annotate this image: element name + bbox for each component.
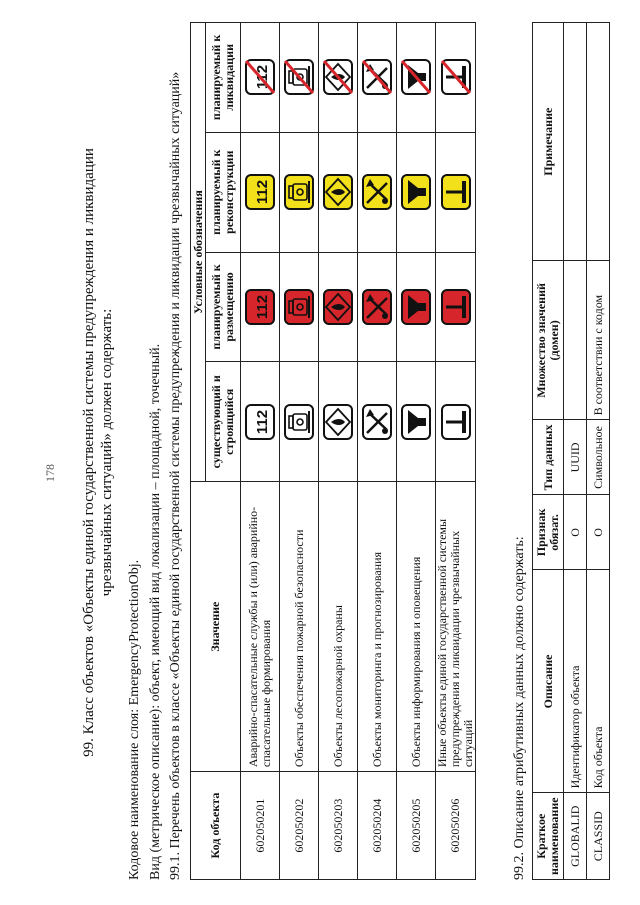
attribute-required: О: [587, 495, 610, 570]
monitoring-flag-icon: [361, 287, 393, 327]
object-code: 602050201: [241, 772, 280, 880]
svg-text:112: 112: [254, 65, 271, 90]
object-row: [280, 23, 319, 880]
monitoring-flag-icon: [361, 402, 393, 442]
monitoring-flag-icon: [361, 172, 393, 212]
object-value: Объекты обеспечения пожарной безопасности: [280, 482, 319, 772]
attribute-row: [564, 23, 587, 880]
symbol-reconstruction-cell: [358, 132, 397, 252]
symbol-liquidation-cell: [319, 23, 358, 133]
object-row: [241, 23, 280, 880]
attribute-domain: [564, 261, 587, 420]
object-code: 602050205: [397, 772, 436, 880]
header-planned-liquidation: планируемый к ликвидации: [206, 23, 241, 133]
fire-hydrant-icon: [283, 172, 315, 212]
object-value: Объекты мониторинга и прогнозирования: [358, 482, 397, 772]
title-line-2: чрезвычайных ситуаций» должен содержать:: [99, 308, 115, 597]
symbol-placement-cell: [241, 252, 280, 362]
number-112-icon: [244, 57, 276, 97]
forest-fire-icon: [322, 172, 354, 212]
symbol-placement-cell: [280, 252, 319, 362]
attr-header-required: Признак обязат.: [533, 495, 564, 570]
object-code: 602050203: [319, 772, 358, 880]
attribute-data-type: UUID: [564, 420, 587, 495]
object-row: [436, 23, 476, 880]
symbol-existing-cell: [241, 362, 280, 482]
attribute-domain: В соответствии с кодом: [587, 261, 610, 420]
section-99-2-heading: 99.2. Описание атрибутивных данных должно содержать:: [512, 536, 527, 880]
symbol-liquidation-cell: [397, 23, 436, 133]
loudspeaker-icon: [400, 172, 432, 212]
attribute-row: [587, 23, 610, 880]
symbol-existing-cell: [436, 362, 476, 482]
header-planned-placement: планируемый к размещению: [206, 252, 241, 362]
geometry-type-text: Вид (метрическое описание): объект, имеющий вид локализации – площадной, точечный.: [148, 343, 163, 880]
object-code: 602050204: [358, 772, 397, 880]
symbol-reconstruction-cell: [319, 132, 358, 252]
object-row: [397, 23, 436, 880]
loudspeaker-icon: [400, 402, 432, 442]
page-number: 178: [43, 464, 57, 482]
symbol-reconstruction-cell: [241, 132, 280, 252]
symbol-reconstruction-cell: [397, 132, 436, 252]
svg-text:112: 112: [254, 294, 271, 320]
object-value: Объекты лесопожарной охраны: [319, 482, 358, 772]
attribute-description: Код объекта: [587, 570, 610, 793]
symbol-existing-cell: [280, 362, 319, 482]
attribute-data-type: Символьное: [587, 420, 610, 495]
header-code: Код объекта: [191, 772, 241, 880]
loudspeaker-icon: [400, 57, 432, 97]
attr-header-description: Описание: [533, 570, 564, 793]
layer-code-text: Кодовое наименование слоя: EmergencyProtectionObj.: [127, 559, 142, 880]
symbol-existing-cell: [319, 362, 358, 482]
fire-hydrant-icon: [283, 57, 315, 97]
symbol-existing-cell: [397, 362, 436, 482]
fire-hydrant-icon: [283, 287, 315, 327]
attribute-required: О: [564, 495, 587, 570]
symbol-placement-cell: [397, 252, 436, 362]
attribute-note: [564, 23, 587, 261]
object-value: Объекты информирования и оповещения: [397, 482, 436, 772]
attr-header-domain: Множество значений (домен): [533, 261, 564, 420]
object-code: 602050206: [436, 772, 476, 880]
attr-header-data-type: Тип данных: [533, 420, 564, 495]
number-112-icon: [244, 287, 276, 327]
attribute-short-name: GLOBALID: [564, 793, 587, 880]
symbol-reconstruction-cell: [436, 132, 476, 252]
attributes-table: [532, 22, 610, 880]
fire-hydrant-icon: [283, 402, 315, 442]
t-marker-icon: [440, 172, 472, 212]
page-title: [80, 0, 116, 905]
forest-fire-icon: [322, 402, 354, 442]
monitoring-flag-icon: [361, 57, 393, 97]
symbol-placement-cell: [358, 252, 397, 362]
loudspeaker-icon: [400, 287, 432, 327]
object-code: 602050202: [280, 772, 319, 880]
svg-text:112: 112: [254, 409, 271, 434]
symbol-liquidation-cell: [358, 23, 397, 133]
symbol-placement-cell: [436, 252, 476, 362]
number-112-icon: [244, 402, 276, 442]
forest-fire-icon: [322, 287, 354, 327]
symbol-liquidation-cell: [280, 23, 319, 133]
header-symbols: Условные обозначения: [191, 23, 206, 482]
object-row: [358, 23, 397, 880]
symbol-reconstruction-cell: [280, 132, 319, 252]
t-marker-icon: [440, 57, 472, 97]
attribute-short-name: CLASSID: [587, 793, 610, 880]
attribute-description: Идентификатор объекта: [564, 570, 587, 793]
number-112-icon: [244, 172, 276, 212]
object-value: Иные объекты единой государственной системы предупреждения и ликвидации чрезвычайных ситуаций: [436, 482, 476, 772]
forest-fire-icon: [322, 57, 354, 97]
symbol-existing-cell: [358, 362, 397, 482]
symbol-liquidation-cell: [436, 23, 476, 133]
title-line-1: 99. Класс объектов «Объекты единой государственной системы предупреждения и ликвидации: [81, 148, 97, 757]
svg-text:112: 112: [254, 180, 271, 205]
object-value: Аварийно-спасательные службы и (или) аварийно-спасательные формирования: [241, 482, 280, 772]
symbol-placement-cell: [319, 252, 358, 362]
attr-header-note: Примечание: [533, 23, 564, 261]
t-marker-icon: [440, 287, 472, 327]
attribute-note: [587, 23, 610, 261]
header-existing: существующий и строящийся: [206, 362, 241, 482]
attr-header-short-name: Краткое наименование: [533, 793, 564, 880]
symbol-liquidation-cell: [241, 23, 280, 133]
section-99-1-heading: 99.1. Перечень объектов в классе «Объекты единой государственной системы предупреждения и ликвидации чрезвычайных ситуаций»: [168, 71, 183, 880]
object-row: [319, 23, 358, 880]
header-value: Значение: [191, 482, 241, 772]
object-list-table: [190, 22, 476, 880]
t-marker-icon: [440, 402, 472, 442]
header-planned-reconstruction: планируемый к реконструкции: [206, 132, 241, 252]
